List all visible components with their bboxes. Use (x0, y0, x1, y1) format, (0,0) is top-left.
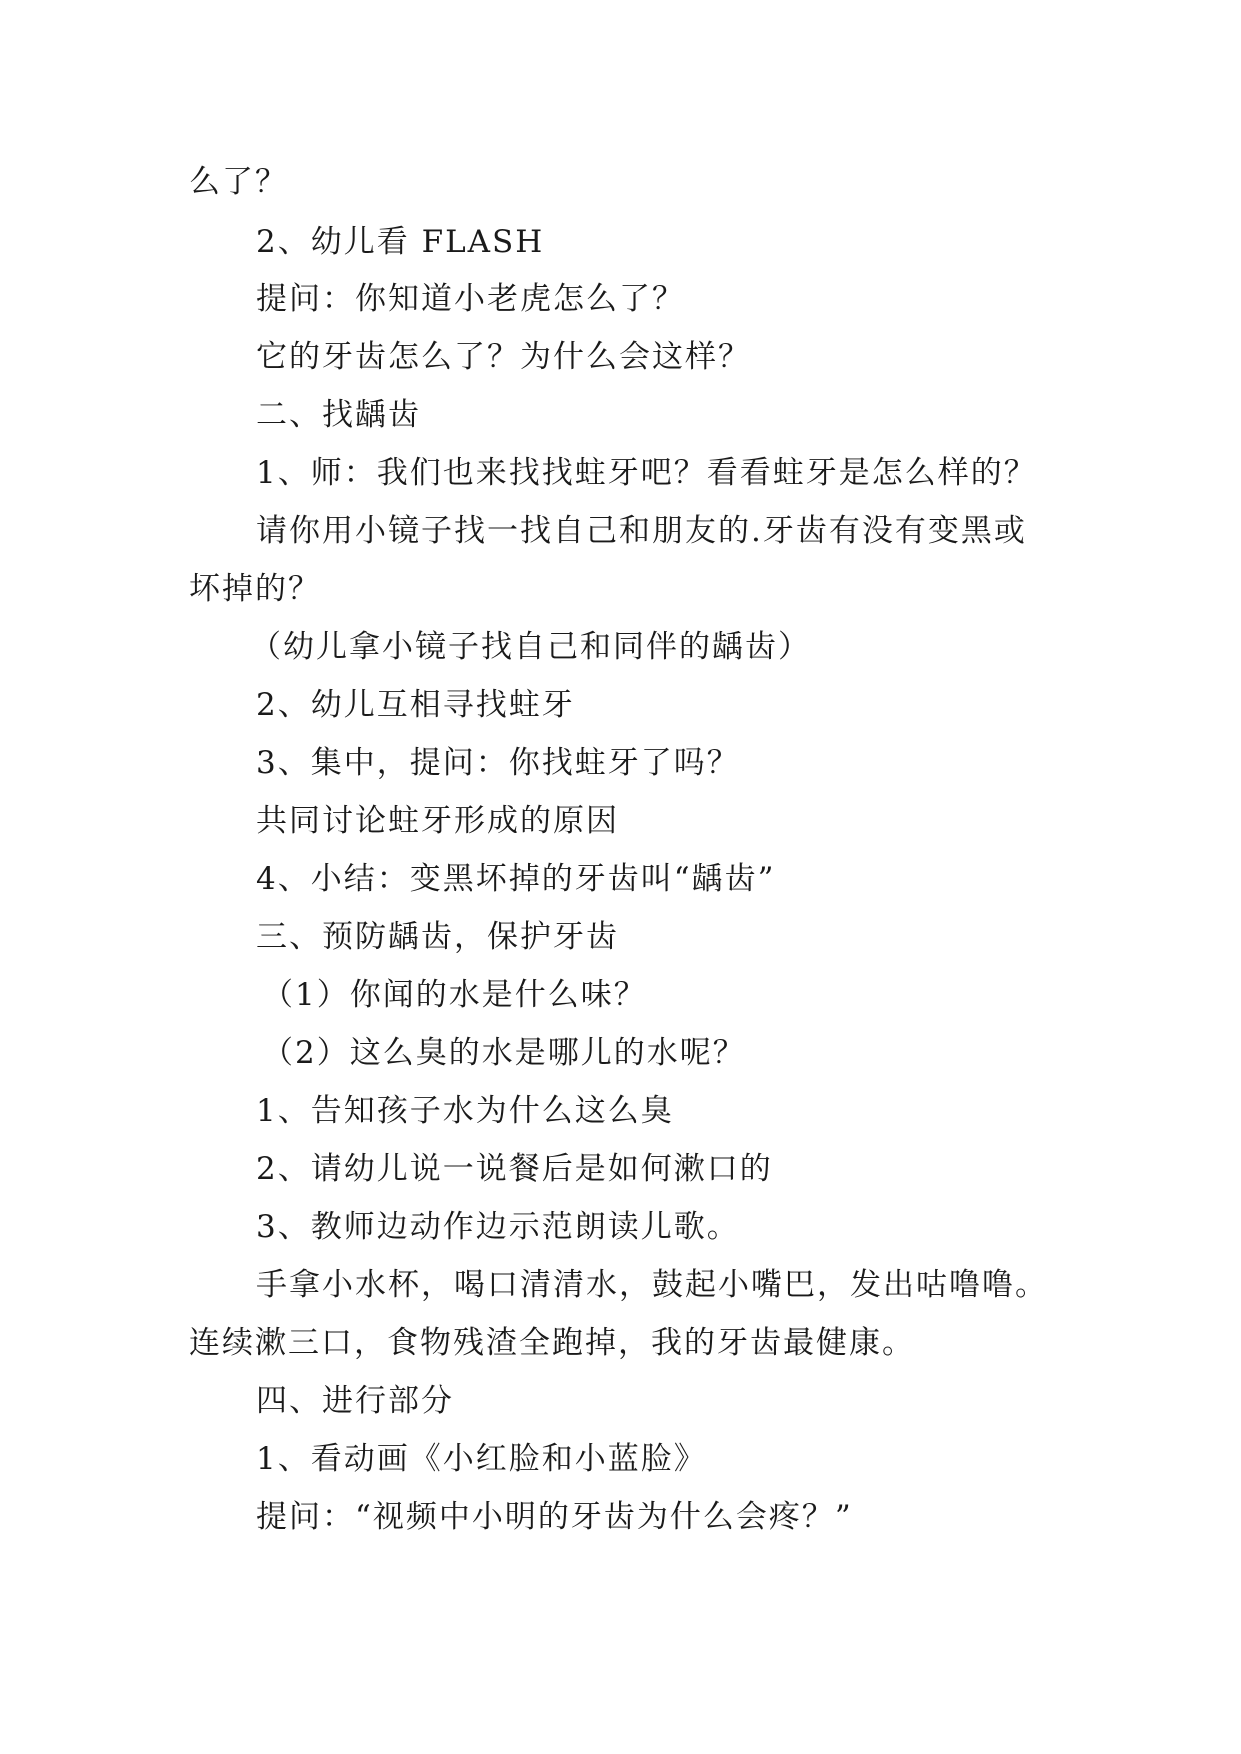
text-line: 它的牙齿怎么了？为什么会这样？ (256, 339, 751, 375)
text-line: 共同讨论蛀牙形成的原因 (256, 803, 619, 839)
text-line: 手拿小水杯，喝口清清水，鼓起小嘴巴，发出咕噜噜。 (256, 1267, 1048, 1303)
text-line: （2）这么臭的水是哪儿的水呢？ (262, 1035, 746, 1071)
text-line: 2、幼儿互相寻找蛀牙 (256, 687, 575, 723)
text-line: 提问：你知道小老虎怎么了？ (256, 281, 685, 317)
text-line: 坏掉的？ (189, 571, 321, 607)
text-line: 请你用小镜子找一找自己和朋友的.牙齿有没有变黑或 (256, 513, 1027, 549)
text-line: 1、告知孩子水为什么这么臭 (256, 1093, 674, 1129)
section-heading: 四、进行部分 (256, 1383, 454, 1419)
text-line: 2、请幼儿说一说餐后是如何漱口的 (256, 1151, 773, 1187)
text-line: 4、小结：变黑坏掉的牙齿叫“龋齿” (256, 861, 776, 897)
text-line: 1、师：我们也来找找蛀牙吧？看看蛀牙是怎么样的？ (256, 455, 1037, 491)
text-line: 3、教师边动作边示范朗读儿歌。 (256, 1209, 740, 1245)
text-line: （幼儿拿小镜子找自己和同伴的龋齿） (250, 629, 811, 665)
section-heading: 三、预防龋齿，保护牙齿 (256, 919, 619, 955)
text-line: 连续漱三口，食物残渣全跑掉，我的牙齿最健康。 (189, 1325, 915, 1361)
text-line: 么了？ (189, 164, 288, 200)
text-line: 2、幼儿看 FLASH (256, 224, 545, 260)
text-line: 3、集中，提问：你找蛀牙了吗？ (256, 745, 740, 781)
text-line: 提问：“视频中小明的牙齿为什么会疼？” (256, 1499, 853, 1535)
text-line: 1、看动画《小红脸和小蓝脸》 (256, 1441, 707, 1477)
section-heading: 二、找龋齿 (256, 397, 421, 433)
text-line: （1）你闻的水是什么味？ (262, 977, 647, 1013)
